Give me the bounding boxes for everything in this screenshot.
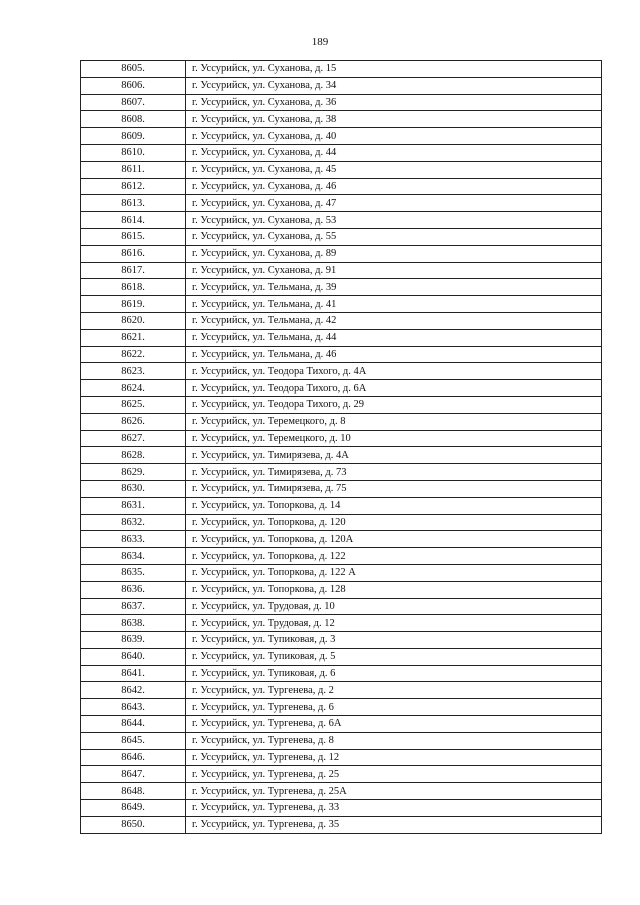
row-number: 8631. <box>81 497 186 514</box>
table-row <box>81 581 602 598</box>
row-number: 8610. <box>81 144 186 161</box>
table-row <box>81 699 602 716</box>
row-address: г. Уссурийск, ул. Тельмана, д. 41 <box>186 296 602 313</box>
row-number: 8618. <box>81 279 186 296</box>
row-number: 8643. <box>81 699 186 716</box>
row-number: 8608. <box>81 111 186 128</box>
row-number: 8619. <box>81 296 186 313</box>
row-address: г. Уссурийск, ул. Суханова, д. 36 <box>186 94 602 111</box>
row-address: г. Уссурийск, ул. Тургенева, д. 33 <box>186 800 602 817</box>
row-number: 8609. <box>81 128 186 145</box>
row-number: 8642. <box>81 682 186 699</box>
table-row <box>81 413 602 430</box>
table-row <box>81 94 602 111</box>
row-address: г. Уссурийск, ул. Тургенева, д. 8 <box>186 732 602 749</box>
row-number: 8633. <box>81 531 186 548</box>
table-row <box>81 279 602 296</box>
row-address: г. Уссурийск, ул. Суханова, д. 15 <box>186 61 602 78</box>
row-number: 8638. <box>81 615 186 632</box>
table-row <box>81 615 602 632</box>
table-row <box>81 245 602 262</box>
row-number: 8616. <box>81 245 186 262</box>
row-number: 8639. <box>81 632 186 649</box>
row-address: г. Уссурийск, ул. Суханова, д. 46 <box>186 178 602 195</box>
row-number: 8646. <box>81 749 186 766</box>
row-number: 8628. <box>81 447 186 464</box>
row-address: г. Уссурийск, ул. Тупиковая, д. 6 <box>186 665 602 682</box>
row-number: 8647. <box>81 766 186 783</box>
row-number: 8623. <box>81 363 186 380</box>
table-row <box>81 329 602 346</box>
row-address: г. Уссурийск, ул. Теодора Тихого, д. 4А <box>186 363 602 380</box>
row-address: г. Уссурийск, ул. Теремецкого, д. 10 <box>186 430 602 447</box>
table-row <box>81 111 602 128</box>
row-address: г. Уссурийск, ул. Теремецкого, д. 8 <box>186 413 602 430</box>
row-number: 8607. <box>81 94 186 111</box>
row-address: г. Уссурийск, ул. Тельмана, д. 46 <box>186 346 602 363</box>
row-address: г. Уссурийск, ул. Тимирязева, д. 75 <box>186 480 602 497</box>
address-table-body <box>81 61 602 834</box>
table-row <box>81 548 602 565</box>
table-row <box>81 77 602 94</box>
row-address: г. Уссурийск, ул. Суханова, д. 40 <box>186 128 602 145</box>
row-number: 8648. <box>81 783 186 800</box>
table-row <box>81 144 602 161</box>
table-row <box>81 228 602 245</box>
row-address: г. Уссурийск, ул. Топоркова, д. 120 <box>186 514 602 531</box>
table-row <box>81 514 602 531</box>
row-address: г. Уссурийск, ул. Тельмана, д. 44 <box>186 329 602 346</box>
table-row <box>81 682 602 699</box>
table-row <box>81 732 602 749</box>
row-number: 8629. <box>81 464 186 481</box>
row-address: г. Уссурийск, ул. Суханова, д. 53 <box>186 212 602 229</box>
table-row <box>81 296 602 313</box>
row-address: г. Уссурийск, ул. Тимирязева, д. 4А <box>186 447 602 464</box>
address-table <box>80 60 602 834</box>
table-row <box>81 531 602 548</box>
page-number: 189 <box>311 36 329 48</box>
row-address: г. Уссурийск, ул. Суханова, д. 38 <box>186 111 602 128</box>
row-number: 8605. <box>81 61 186 78</box>
row-number: 8626. <box>81 413 186 430</box>
row-address: г. Уссурийск, ул. Тургенева, д. 35 <box>186 816 602 833</box>
row-number: 8625. <box>81 396 186 413</box>
table-row <box>81 161 602 178</box>
row-number: 8632. <box>81 514 186 531</box>
row-address: г. Уссурийск, ул. Трудовая, д. 10 <box>186 598 602 615</box>
row-address: г. Уссурийск, ул. Тельмана, д. 39 <box>186 279 602 296</box>
row-number: 8613. <box>81 195 186 212</box>
row-address: г. Уссурийск, ул. Тургенева, д. 12 <box>186 749 602 766</box>
row-number: 8622. <box>81 346 186 363</box>
table-row <box>81 816 602 833</box>
row-address: г. Уссурийск, ул. Теодора Тихого, д. 29 <box>186 396 602 413</box>
table-row <box>81 749 602 766</box>
row-address: г. Уссурийск, ул. Тургенева, д. 2 <box>186 682 602 699</box>
row-number: 8649. <box>81 800 186 817</box>
table-row <box>81 665 602 682</box>
row-address: г. Уссурийск, ул. Суханова, д. 44 <box>186 144 602 161</box>
row-address: г. Уссурийск, ул. Суханова, д. 34 <box>186 77 602 94</box>
table-row <box>81 766 602 783</box>
table-row <box>81 716 602 733</box>
row-address: г. Уссурийск, ул. Тургенева, д. 25 <box>186 766 602 783</box>
row-address: г. Уссурийск, ул. Топоркова, д. 122 <box>186 548 602 565</box>
row-number: 8644. <box>81 716 186 733</box>
row-number: 8641. <box>81 665 186 682</box>
table-row <box>81 396 602 413</box>
row-address: г. Уссурийск, ул. Тургенева, д. 6А <box>186 716 602 733</box>
table-row <box>81 464 602 481</box>
row-number: 8611. <box>81 161 186 178</box>
row-number: 8650. <box>81 816 186 833</box>
table-row <box>81 480 602 497</box>
table-row <box>81 632 602 649</box>
row-address: г. Уссурийск, ул. Топоркова, д. 14 <box>186 497 602 514</box>
row-number: 8621. <box>81 329 186 346</box>
row-address: г. Уссурийск, ул. Суханова, д. 47 <box>186 195 602 212</box>
table-row <box>81 564 602 581</box>
row-address: г. Уссурийск, ул. Тупиковая, д. 3 <box>186 632 602 649</box>
table-row <box>81 430 602 447</box>
row-address: г. Уссурийск, ул. Тупиковая, д. 5 <box>186 648 602 665</box>
table-row <box>81 648 602 665</box>
row-address: г. Уссурийск, ул. Суханова, д. 55 <box>186 228 602 245</box>
row-number: 8612. <box>81 178 186 195</box>
table-row <box>81 312 602 329</box>
row-address: г. Уссурийск, ул. Тургенева, д. 6 <box>186 699 602 716</box>
row-number: 8620. <box>81 312 186 329</box>
table-row <box>81 447 602 464</box>
row-number: 8617. <box>81 262 186 279</box>
row-number: 8624. <box>81 380 186 397</box>
table-row <box>81 363 602 380</box>
row-address: г. Уссурийск, ул. Тельмана, д. 42 <box>186 312 602 329</box>
row-address: г. Уссурийск, ул. Топоркова, д. 120А <box>186 531 602 548</box>
row-number: 8606. <box>81 77 186 94</box>
row-address: г. Уссурийск, ул. Теодора Тихого, д. 6А <box>186 380 602 397</box>
table-row <box>81 178 602 195</box>
row-number: 8635. <box>81 564 186 581</box>
row-number: 8636. <box>81 581 186 598</box>
table-row <box>81 195 602 212</box>
row-address: г. Уссурийск, ул. Суханова, д. 91 <box>186 262 602 279</box>
row-number: 8634. <box>81 548 186 565</box>
table-row <box>81 262 602 279</box>
row-number: 8627. <box>81 430 186 447</box>
row-number: 8645. <box>81 732 186 749</box>
table-row <box>81 783 602 800</box>
row-number: 8614. <box>81 212 186 229</box>
row-number: 8640. <box>81 648 186 665</box>
table-row <box>81 380 602 397</box>
row-address: г. Уссурийск, ул. Суханова, д. 89 <box>186 245 602 262</box>
table-row <box>81 61 602 78</box>
row-number: 8630. <box>81 480 186 497</box>
table-row <box>81 212 602 229</box>
row-number: 8615. <box>81 228 186 245</box>
row-number: 8637. <box>81 598 186 615</box>
row-address: г. Уссурийск, ул. Трудовая, д. 12 <box>186 615 602 632</box>
row-address: г. Уссурийск, ул. Топоркова, д. 128 <box>186 581 602 598</box>
table-row <box>81 598 602 615</box>
row-address: г. Уссурийск, ул. Топоркова, д. 122 А <box>186 564 602 581</box>
table-row <box>81 128 602 145</box>
table-row <box>81 346 602 363</box>
table-row <box>81 497 602 514</box>
row-address: г. Уссурийск, ул. Суханова, д. 45 <box>186 161 602 178</box>
row-address: г. Уссурийск, ул. Тургенева, д. 25А <box>186 783 602 800</box>
row-address: г. Уссурийск, ул. Тимирязева, д. 73 <box>186 464 602 481</box>
table-row <box>81 800 602 817</box>
